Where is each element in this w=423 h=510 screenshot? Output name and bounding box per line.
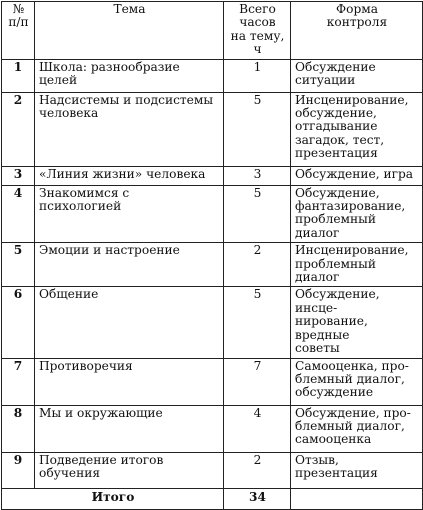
control-form-line: обсуждение [295, 385, 374, 400]
table-row [2, 452, 423, 488]
total-control-form [291, 488, 423, 509]
row-hours: 3 [224, 166, 291, 185]
header-form: Форма контроля [291, 2, 423, 60]
row-control-form [291, 59, 423, 92]
row-number: 5 [2, 243, 35, 287]
header-hours: Всего часов на тему, ч [224, 2, 291, 60]
row-control-form [291, 405, 423, 452]
control-form-line: ситуации [295, 73, 356, 88]
table-row [2, 185, 423, 243]
row-control-form [291, 452, 423, 488]
row-hours: 2 [224, 243, 291, 287]
table-row [2, 243, 423, 287]
total-label: Итого [2, 488, 224, 509]
row-topic [35, 287, 224, 358]
table-row [2, 405, 423, 452]
topic-line: Подведение итогов [39, 452, 164, 467]
table-header-row [2, 2, 423, 60]
row-hours: 2 [224, 452, 291, 488]
control-form-line: проблемный диалог [295, 256, 376, 285]
topic-line: обучения [39, 465, 101, 480]
control-form-line: Обсуждение, [295, 185, 380, 200]
row-number: 2 [2, 92, 35, 166]
topic-line: Общение [39, 287, 99, 302]
row-control-form [291, 185, 423, 243]
control-form-line: блемный диалог, [295, 418, 405, 433]
row-number: 9 [2, 452, 35, 488]
row-control-form [291, 358, 423, 405]
row-control-form [291, 166, 423, 185]
row-control-form [291, 287, 423, 358]
row-hours: 5 [224, 92, 291, 166]
total-hours: 34 [224, 488, 291, 509]
topic-line: «Линия жизни» человека [39, 166, 206, 181]
control-form-line: отгадывание [295, 119, 378, 134]
topic-line: Противоречия [39, 358, 133, 373]
topic-line: Школа: разнообразие [39, 59, 180, 74]
row-topic [35, 59, 224, 92]
topic-line: целей [39, 73, 78, 88]
row-topic [35, 166, 224, 185]
control-form-line: загадок, тест, [295, 132, 385, 147]
control-form-line: фантазирование, [295, 199, 406, 214]
header-num: № п/п [2, 2, 35, 60]
row-topic [35, 452, 224, 488]
table-body [2, 59, 423, 509]
topic-line: Мы и окружающие [39, 405, 163, 420]
control-form-line: нирование, вредные [295, 314, 368, 342]
control-form-line: Инсценирование, [295, 92, 409, 107]
row-hours: 5 [224, 185, 291, 243]
row-number: 1 [2, 59, 35, 92]
control-form-line: проблемный диалог [295, 212, 376, 240]
control-form-line: Обсуждение, инсце- [295, 287, 380, 315]
control-form-line: блемный диалог, [295, 371, 405, 386]
topic-line: Надсистемы и подсистемы [39, 92, 214, 107]
control-form-line: презентация [295, 465, 378, 480]
row-number: 7 [2, 358, 35, 405]
curriculum-table [1, 1, 423, 510]
header-topic: Тема [35, 2, 224, 60]
row-number: 8 [2, 405, 35, 452]
row-number: 6 [2, 287, 35, 358]
table-row [2, 59, 423, 92]
row-topic [35, 243, 224, 287]
topic-line: Знакомимся с [39, 185, 130, 200]
total-row [2, 488, 423, 509]
row-hours: 7 [224, 358, 291, 405]
row-control-form [291, 243, 423, 287]
table-row [2, 287, 423, 358]
row-hours: 1 [224, 59, 291, 92]
control-form-line: Самооценка, про- [295, 358, 409, 373]
table-row [2, 358, 423, 405]
control-form-line: Обсуждение [295, 59, 376, 74]
control-form-line: советы [295, 341, 340, 356]
topic-line: психологией [39, 199, 122, 214]
row-hours: 4 [224, 405, 291, 452]
curriculum-table-container [1, 1, 422, 510]
control-form-line: презентация [295, 146, 378, 161]
table-row [2, 166, 423, 185]
control-form-line: самооценка [295, 432, 372, 447]
control-form-line: обсуждение, [295, 106, 377, 121]
row-topic [35, 405, 224, 452]
topic-line: Эмоции и настроение [39, 243, 180, 258]
row-topic [35, 92, 224, 166]
row-hours: 5 [224, 287, 291, 358]
row-number: 4 [2, 185, 35, 243]
control-form-line: Обсуждение, про- [295, 405, 411, 420]
topic-line: человека [39, 106, 99, 121]
control-form-line: Инсценирование, [295, 243, 409, 258]
row-number: 3 [2, 166, 35, 185]
table-row [2, 92, 423, 166]
row-topic [35, 185, 224, 243]
row-topic [35, 358, 224, 405]
control-form-line: Отзыв, [295, 452, 339, 467]
row-control-form [291, 92, 423, 166]
control-form-line: Обсуждение, игра [295, 166, 414, 181]
